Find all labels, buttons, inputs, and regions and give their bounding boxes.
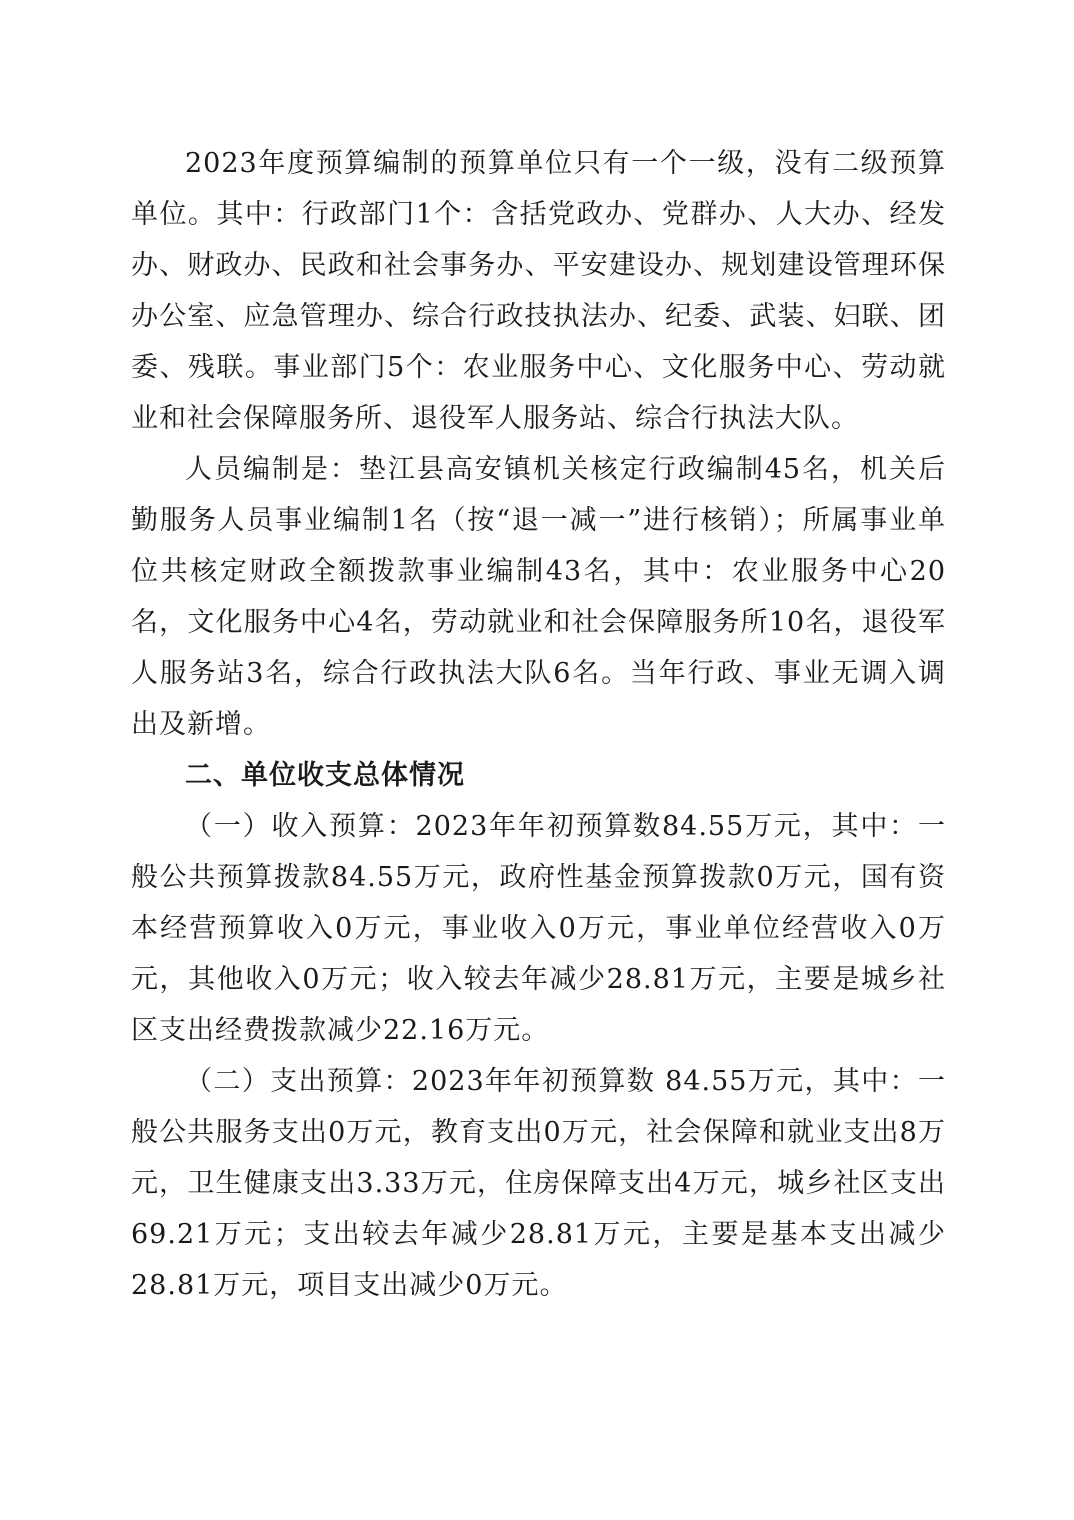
paragraph-expense-budget: （二）支出预算：2023年年初预算数 84.55万元，其中：一般公共服务支出0万元，教育支出0万元，社会保障和就业支出8万元，卫生健康支出3.33万元，住房保障支出4万元，城乡社区支出69.21万元；支出较去年减少28.81万元，主要是基本支出减少28.81万元，项目支出减少0万元。 [131,1066,946,1301]
document-body [131,138,946,1311]
section-heading: 二、单位收支总体情况 [185,760,465,791]
paragraph-staffing: 人员编制是：垫江县高安镇机关核定行政编制45名，机关后勤服务人员事业编制1名（按“退一减一”进行核销）；所属事业单位共核定财政全额拨款事业编制43名，其中：农业服务中心20名，文化服务中心4名，劳动就业和社会保障服务所10名，退役军人服务站3名，综合行政执法大队6名。当年行政、事业无调入调出及新增。 [131,454,946,740]
paragraph-budget-units: 2023年度预算编制的预算单位只有一个一级，没有二级预算单位。其中：行政部门1个：含括党政办、党群办、人大办、经发办、财政办、民政和社会事务办、平安建设办、规划建设管理环保办公室、应急管理办、综合行政技执法办、纪委、武装、妇联、团委、残联。事业部门5个：农业服务中心、文化服务中心、劳动就业和社会保障服务所、退役军人服务站、综合行执法大队。 [131,148,946,434]
paragraph-income-budget: （一）收入预算：2023年年初预算数84.55万元，其中：一般公共预算拨款84.55万元，政府性基金预算拨款0万元，国有资本经营预算收入0万元，事业收入0万元，事业单位经营收入0万元，其他收入0万元；收入较去年减少28.81万元，主要是城乡社区支出经费拨款减少22.16万元。 [131,811,946,1046]
